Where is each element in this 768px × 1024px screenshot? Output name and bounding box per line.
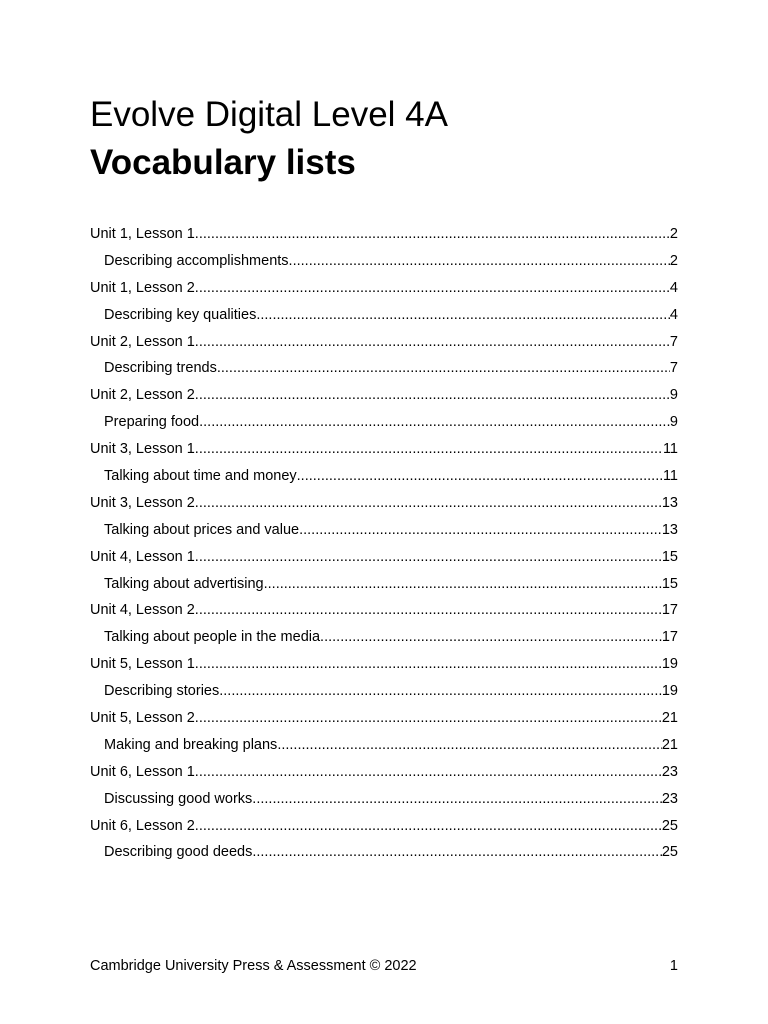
toc-entry-label: Unit 6, Lesson 2 [90, 817, 195, 834]
toc-entry-page: 7 [669, 360, 678, 377]
toc-entry-label: Unit 6, Lesson 1 [90, 763, 195, 780]
toc-entry-page: 4 [669, 306, 678, 323]
toc-dot-leader [199, 409, 670, 436]
toc-entry-lesson[interactable] [90, 705, 678, 732]
toc-entry-topic[interactable] [90, 409, 678, 436]
toc-dot-leader [297, 463, 663, 490]
toc-dot-leader [252, 839, 662, 866]
toc-entry-label: Talking about people in the media [104, 629, 321, 646]
toc-entry-label: Describing good deeds [104, 844, 253, 861]
toc-entry-page: 11 [662, 468, 678, 485]
toc-dot-leader [217, 355, 670, 382]
document-subtitle: Vocabulary lists [90, 143, 356, 182]
toc-entry-topic[interactable] [90, 248, 678, 275]
toc-entry-page: 23 [661, 790, 678, 807]
toc-entry-label: Unit 5, Lesson 2 [90, 710, 195, 727]
toc-entry-page: 25 [661, 844, 678, 861]
toc-dot-leader [195, 221, 670, 248]
toc-entry-page: 11 [662, 441, 678, 458]
toc-entry-label: Unit 4, Lesson 1 [90, 548, 195, 565]
toc-dot-leader [320, 624, 662, 651]
toc-entry-label: Describing trends [104, 360, 217, 377]
toc-dot-leader [195, 705, 662, 732]
toc-entry-page: 2 [669, 226, 678, 242]
page-number: 1 [669, 958, 678, 974]
toc-entry-lesson[interactable] [90, 597, 678, 624]
toc-entry-label: Unit 3, Lesson 1 [90, 441, 195, 458]
toc-entry-topic[interactable] [90, 517, 678, 544]
toc-dot-leader [299, 517, 662, 544]
toc-entry-lesson[interactable] [90, 490, 678, 517]
toc-entry-lesson[interactable] [90, 813, 678, 840]
toc-entry-topic[interactable] [90, 624, 678, 651]
toc-entry-topic[interactable] [90, 355, 678, 382]
toc-entry-label: Unit 1, Lesson 1 [90, 226, 195, 242]
toc-entry-label: Unit 4, Lesson 2 [90, 602, 195, 619]
toc-entry-page: 15 [661, 575, 678, 592]
toc-entry-page: 9 [669, 414, 678, 431]
toc-entry-page: 2 [669, 252, 678, 269]
toc-entry-label: Discussing good works [104, 790, 253, 807]
toc-dot-leader [195, 490, 662, 517]
toc-entry-label: Making and breaking plans [104, 736, 278, 753]
toc-dot-leader [277, 732, 662, 759]
toc-entry-page: 19 [661, 683, 678, 700]
toc-entry-topic[interactable] [90, 786, 678, 813]
toc-entry-page: 25 [661, 817, 678, 834]
toc-entry-label: Unit 5, Lesson 1 [90, 656, 195, 673]
toc-entry-label: Unit 2, Lesson 1 [90, 333, 195, 350]
page-footer [90, 956, 678, 976]
toc-entry-label: Unit 1, Lesson 2 [90, 279, 195, 296]
toc-entry-page: 17 [661, 602, 678, 619]
toc-dot-leader [195, 275, 670, 302]
toc-dot-leader [252, 786, 662, 813]
toc-entry-page: 23 [661, 763, 678, 780]
toc-dot-leader [264, 571, 662, 598]
toc-dot-leader [219, 678, 662, 705]
toc-entry-lesson[interactable] [90, 382, 678, 409]
toc-entry-page: 19 [661, 656, 678, 673]
toc-entry-label: Unit 2, Lesson 2 [90, 387, 195, 404]
toc-entry-page: 13 [661, 521, 678, 538]
toc-dot-leader [195, 544, 662, 571]
toc-dot-leader [195, 329, 670, 356]
toc-entry-label: Talking about prices and value [104, 521, 300, 538]
toc-dot-leader [256, 302, 670, 329]
toc-entry-lesson[interactable] [90, 329, 678, 356]
toc-entry-topic[interactable] [90, 732, 678, 759]
toc-entry-label: Preparing food [104, 414, 200, 431]
toc-entry-topic[interactable] [90, 463, 678, 490]
toc-entry-page: 21 [661, 736, 678, 753]
toc-entry-label: Describing stories [104, 683, 220, 700]
toc-entry-page: 21 [661, 710, 678, 727]
toc-entry-page: 7 [669, 333, 678, 350]
toc-dot-leader [195, 651, 662, 678]
toc-entry-page: 15 [661, 548, 678, 565]
toc-entry-topic[interactable] [90, 302, 678, 329]
toc-entry-lesson[interactable] [90, 759, 678, 786]
toc-dot-leader [289, 248, 670, 275]
toc-entry-lesson[interactable] [90, 651, 678, 678]
toc-entry-page: 13 [661, 494, 678, 511]
toc-entry-lesson[interactable] [90, 436, 678, 463]
toc-entry-topic[interactable] [90, 678, 678, 705]
toc-entry-lesson[interactable] [90, 221, 678, 248]
toc-entry-label: Talking about time and money [104, 468, 297, 485]
toc-entry-lesson[interactable] [90, 544, 678, 571]
toc-entry-page: 4 [669, 279, 678, 296]
toc-dot-leader [195, 597, 662, 624]
toc-entry-label: Describing key qualities [104, 306, 257, 323]
toc-entry-page: 9 [669, 387, 678, 404]
toc-entry-label: Unit 3, Lesson 2 [90, 494, 195, 511]
toc-entry-label: Describing accomplishments [104, 252, 289, 269]
copyright-text: Cambridge University Press & Assessment © 2022 [90, 958, 417, 974]
toc-dot-leader [195, 436, 663, 463]
toc-dot-leader [195, 759, 662, 786]
toc-entry-page: 17 [661, 629, 678, 646]
toc-entry-label: Talking about advertising [104, 575, 264, 592]
toc-entry-topic[interactable] [90, 839, 678, 866]
toc-dot-leader [195, 813, 662, 840]
toc-entry-topic[interactable] [90, 571, 678, 598]
table-of-contents [90, 221, 678, 866]
document-title: Evolve Digital Level 4A [90, 95, 448, 134]
toc-dot-leader [195, 382, 670, 409]
toc-entry-lesson[interactable] [90, 275, 678, 302]
